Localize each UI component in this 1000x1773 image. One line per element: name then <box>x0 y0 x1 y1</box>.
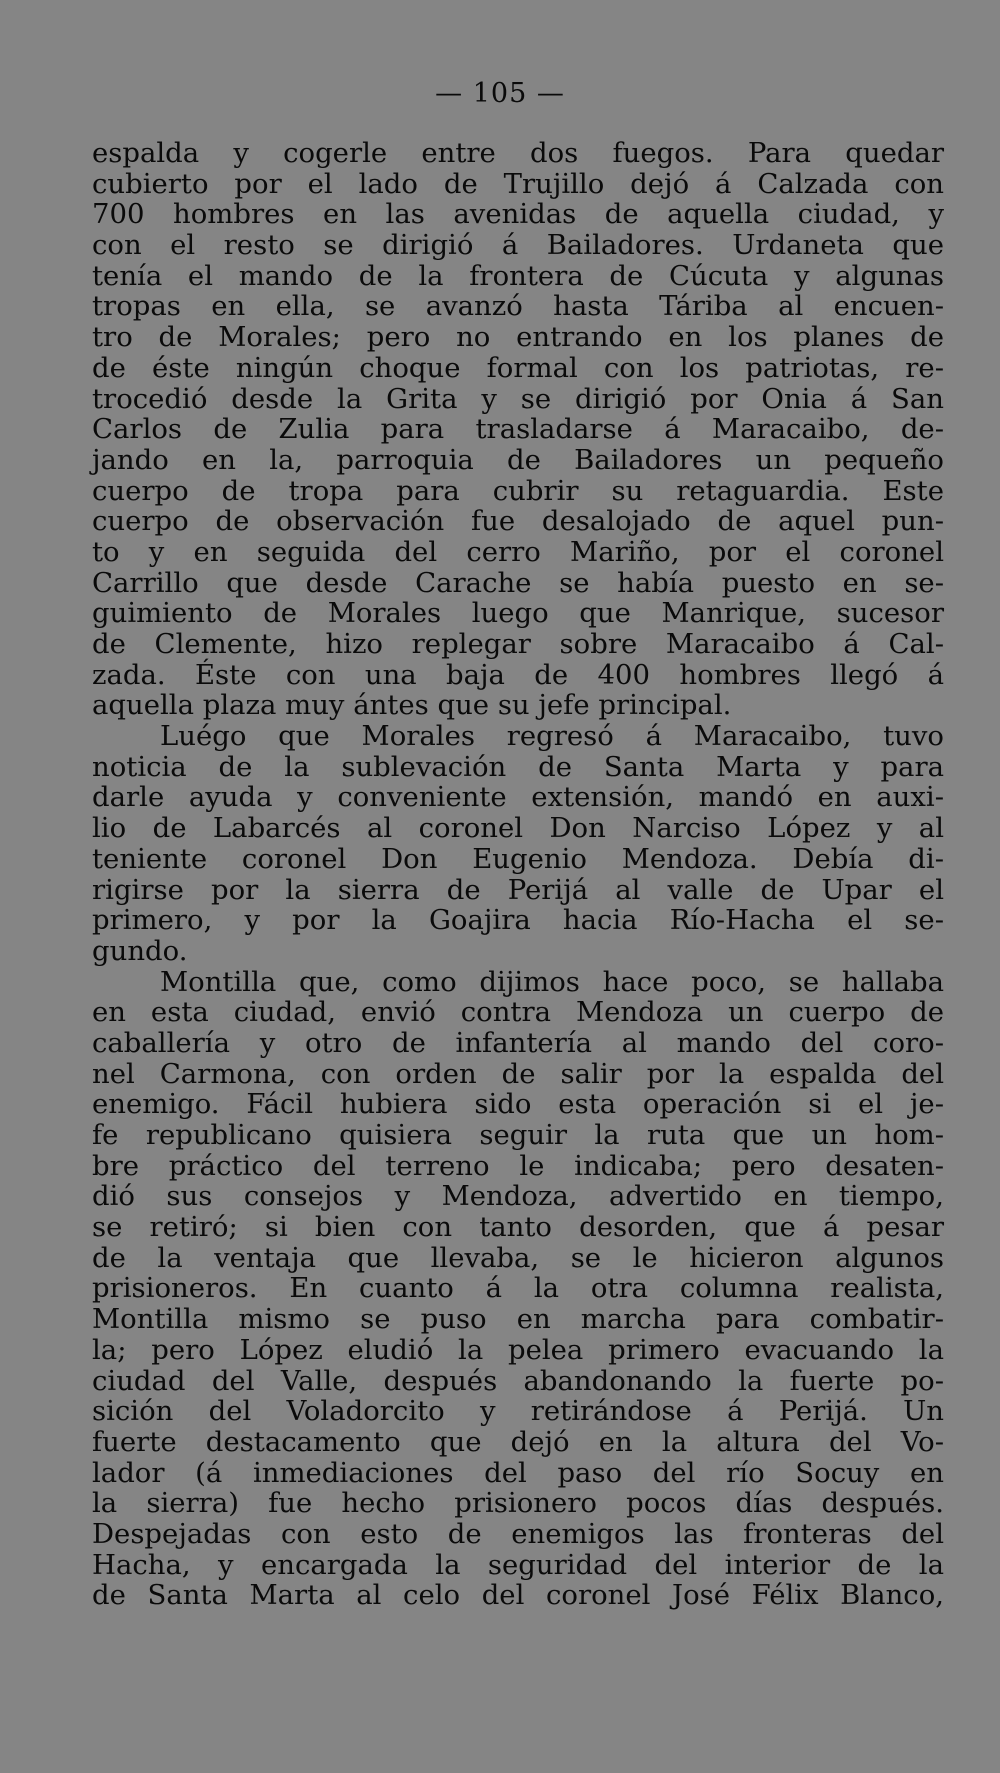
text-line: espalda y cogerle entre dos fuegos. Para quedar <box>92 137 944 169</box>
text-line: dió sus consejos y Mendoza, advertido en tiempo, <box>92 1180 944 1213</box>
text-line: zada. Éste con una baja de 400 hombres llegó á <box>92 658 944 691</box>
text-line: prisioneros. En cuanto á la otra columna realista, <box>92 1272 944 1305</box>
text-line: de Clemente, hizo replegar sobre Maracaibo á Cal- <box>92 628 944 660</box>
text-line: Luégo que Morales regresó á Maracaibo, tuvo <box>160 720 944 753</box>
text-line: trocedió desde la Grita y se dirigió por Onia á San <box>92 382 944 415</box>
text-line: ciudad del Valle, después abandonando la fuerte po- <box>92 1364 944 1397</box>
text-line: primero, y por la Goajira hacia Río-Hacha el se- <box>92 904 944 937</box>
text-line: Carrillo que desde Carache se había puesto en se- <box>92 566 944 599</box>
text-line: tro de Morales; pero no entrando en los planes de <box>92 321 944 354</box>
text-line: Hacha, y encargada la seguridad del interior de la <box>92 1548 944 1581</box>
text-line: de la ventaja que llevaba, se le hicieron algunos <box>92 1241 944 1274</box>
text-line: la; pero López eludió la pelea primero evacuando la <box>92 1333 944 1366</box>
text-line: Despejadas con esto de enemigos las fronteras del <box>92 1517 944 1550</box>
text-line: tropas en ella, se avanzó hasta Táriba al encuen- <box>92 290 944 323</box>
text-line: enemigo. Fácil hubiera sido esta operación si el je- <box>92 1088 944 1121</box>
text-line: sición del Voladorcito y retirándose á Perijá. Un <box>92 1395 944 1428</box>
text-line: gundo. <box>92 934 188 967</box>
text-line: cuerpo de observación fue desalojado de aquel pun- <box>92 505 944 538</box>
text-line: fe republicano quisiera seguir la ruta que un hom- <box>92 1119 944 1151</box>
text-line: teniente coronel Don Eugenio Mendoza. Debía di- <box>92 842 944 875</box>
text-line: darle ayuda y conveniente extensión, mandó en auxi- <box>92 781 944 814</box>
page-number: — 105 — <box>435 78 565 109</box>
text-line: lio de Labarcés al coronel Don Narciso López y al <box>92 812 944 845</box>
text-line: noticia de la sublevación de Santa Marta y para <box>92 750 944 783</box>
text-line: de Santa Marta al celo del coronel José Félix Blanco, <box>92 1579 944 1612</box>
text-line: Carlos de Zulia para trasladarse á Maracaibo, de- <box>92 413 944 446</box>
text-line: caballería y otro de infantería al mando del coro- <box>92 1026 944 1059</box>
text-line: guimiento de Morales luego que Manrique, sucesor <box>92 597 944 630</box>
text-line: rigirse por la sierra de Perijá al valle de Upar el <box>92 873 944 906</box>
text-line: jando en la, parroquia de Bailadores un pequeño <box>92 443 944 476</box>
body-text <box>92 138 944 1611</box>
text-line: cubierto por el lado de Trujillo dejó á Calzada con <box>92 167 944 200</box>
text-line: Montilla mismo se puso en marcha para combatir- <box>92 1303 944 1336</box>
text-line: la sierra) fue hecho prisionero pocos días después. <box>92 1487 944 1520</box>
text-line: bre práctico del terreno le indicaba; pero desaten- <box>92 1149 944 1182</box>
text-line: se retiró; si bien con tanto desorden, que á pesar <box>92 1211 944 1244</box>
text-line: Montilla que, como dijimos hace poco, se hallaba <box>160 965 944 998</box>
text-line: lador (á inmediaciones del paso del río Socuy en <box>92 1456 944 1489</box>
text-line: nel Carmona, con orden de salir por la espalda del <box>92 1057 944 1090</box>
text-line: aquella plaza muy ántes que su jefe principal. <box>92 689 732 722</box>
text-line: con el resto se dirigió á Bailadores. Urdaneta que <box>92 229 944 262</box>
text-line: en esta ciudad, envió contra Mendoza un cuerpo de <box>92 996 944 1029</box>
text-line: cuerpo de tropa para cubrir su retaguardia. Este <box>92 474 944 507</box>
text-line: 700 hombres en las avenidas de aquella ciudad, y <box>92 198 944 231</box>
text-line: tenía el mando de la frontera de Cúcuta y algunas <box>92 259 944 292</box>
text-line: to y en seguida del cerro Mariño, por el coronel <box>92 535 944 568</box>
text-line: de éste ningún choque formal con los patriotas, re- <box>92 351 944 384</box>
text-line: fuerte destacamento que dejó en la altura del Vo- <box>92 1425 944 1458</box>
